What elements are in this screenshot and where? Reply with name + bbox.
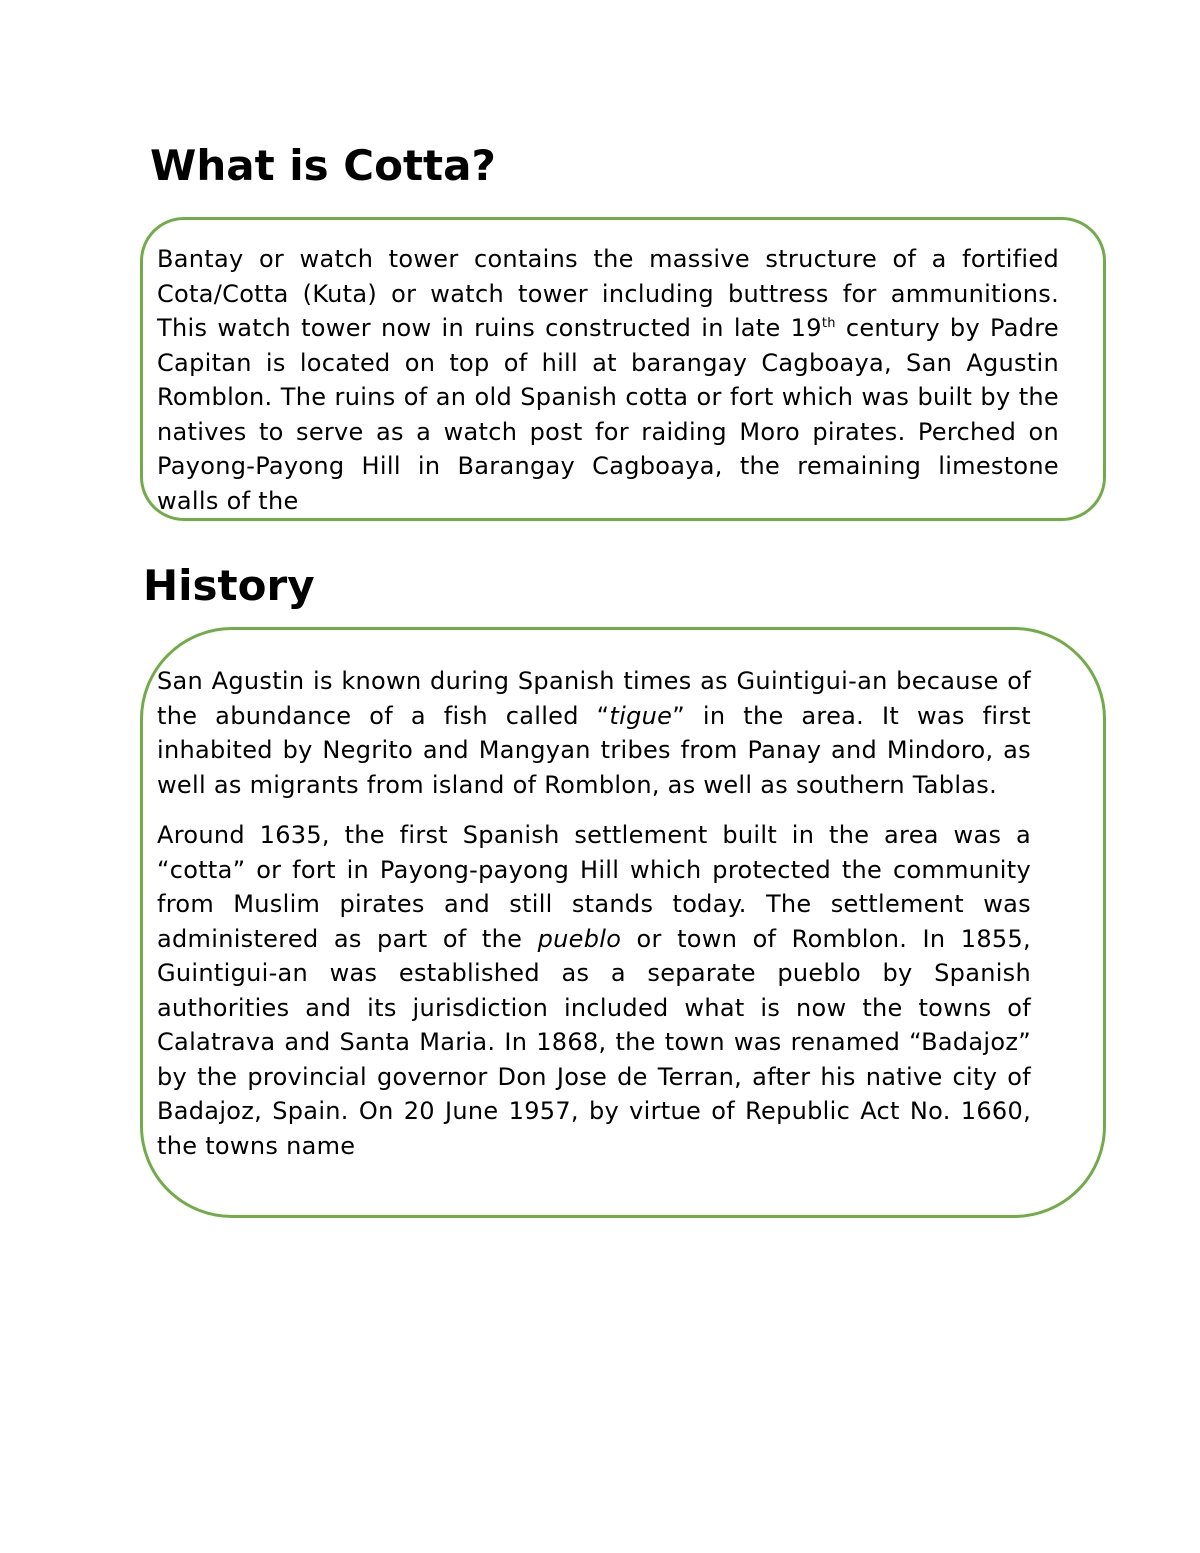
paragraph-history-1	[157, 664, 1031, 802]
paragraph-cotta-description	[157, 242, 1059, 518]
text-box-history	[140, 627, 1106, 1218]
paragraph-text: Bantay or watch tower contains the massive structure of a fortified Cota/Cotta (Kuta) or watch tower including buttress for ammunitions. This watch tower now in ruins constructed in late 19	[157, 245, 1059, 342]
heading-history: History	[143, 561, 315, 610]
paragraph-text: or town of Romblon. In 1855, Guintigui-an was established as a separate pueblo by Spanish authorities and its jurisdiction included what is now the towns of Calatrava and Santa Maria. In 1868, the town was renamed “Badajoz” by the provincial governor Don Jose de Terran, after his native city of Badajoz, Spain. On 20 June 1957, by virtue of Republic Act No. 1660, the towns name	[157, 924, 1031, 1160]
paragraph-history-2	[157, 818, 1031, 1163]
heading-what-is-cotta: What is Cotta?	[150, 141, 496, 190]
italic-term-pueblo: pueblo	[537, 924, 622, 953]
text-box-content	[157, 664, 1031, 1184]
paragraph-text: San Agustin is known during Spanish times as Guintigui-an because of the abundance of a fish called “	[157, 667, 1031, 730]
paragraph-text: ” in the area. It was first inhabited by Negrito and Mangyan tribes from Panay and Mindoro, as well as migrants from island of Romblon, as well as southern Tablas.	[157, 701, 1031, 799]
superscript-ordinal: th	[821, 316, 836, 331]
text-box-what-is-cotta	[140, 217, 1106, 521]
text-box-content	[157, 242, 1059, 515]
paragraph-text: century by Padre Capitan is located on top of hill at barangay Cagboaya, San Agustin Romblon. The ruins of an old Spanish cotta or fort which was built by the natives to serve as a watch post for raiding Moro pirates. Perched on Payong-Payong Hill in Barangay Cagboaya, the remaining limestone walls of the	[157, 314, 1059, 515]
italic-term-tigue: tigue	[609, 701, 673, 730]
paragraph-text: Around 1635, the first Spanish settlement built in the area was a “cotta” or fort in Payong-payong Hill which protected the community from Muslim pirates and still stands today. The settlement was administered as part of the	[157, 821, 1031, 953]
